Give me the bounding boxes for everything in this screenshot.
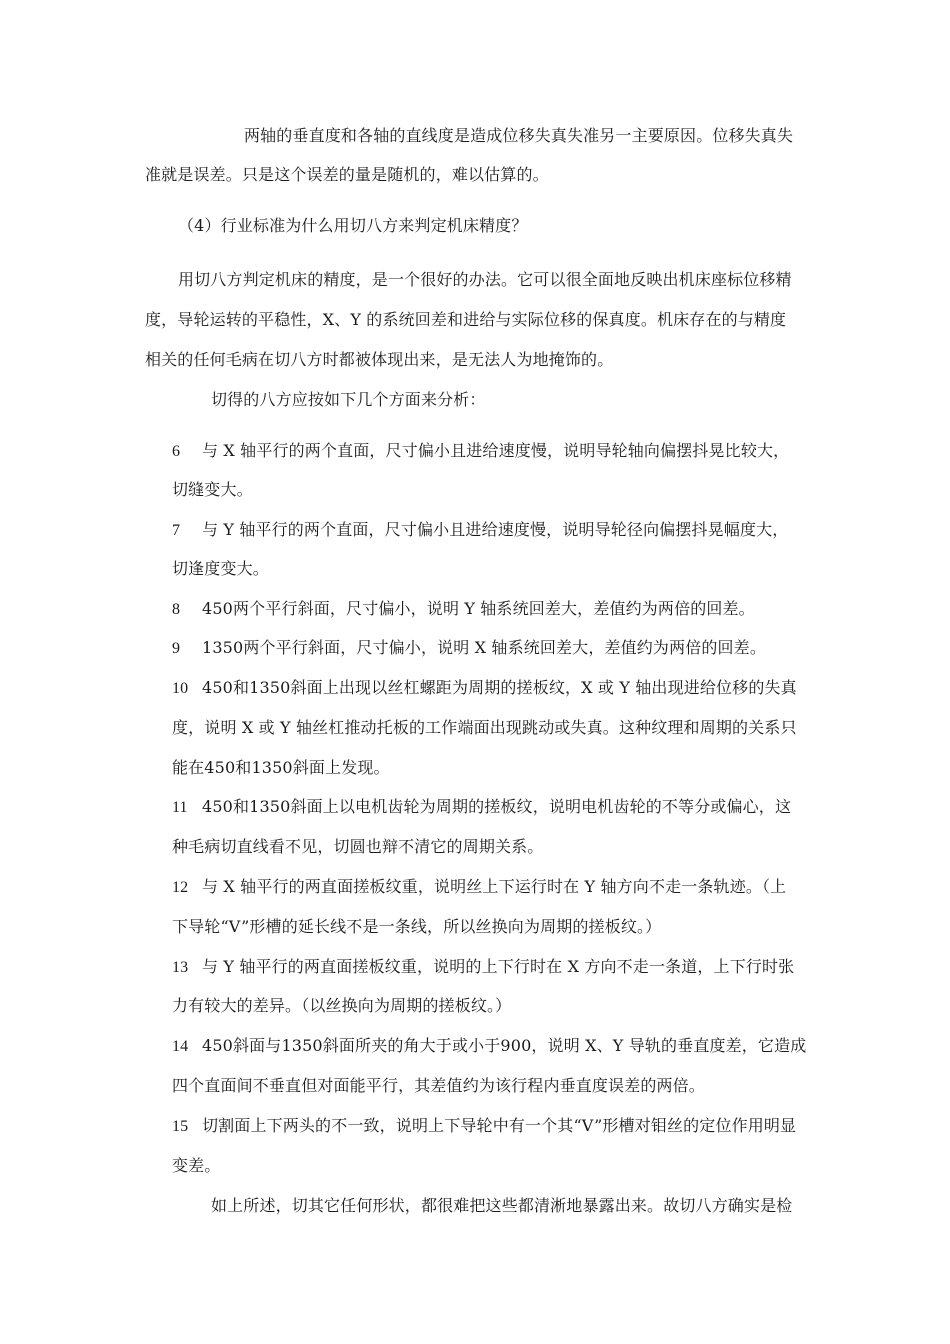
section-heading: （4）行业标准为什么用切八方来判定机床精度？ xyxy=(178,216,528,235)
item-number: 8 xyxy=(172,601,181,618)
item-continuation: 四个直面间不垂直但对面能平行，其差值约为该行程内垂直度误差的两倍。 xyxy=(172,1076,705,1095)
item-text: 450和1350斜面上出现以丝杠螺距为周期的搓板纹，X 或 Y 轴出现进给位移的失真 xyxy=(202,678,797,697)
paragraph-line: 相关的任何毛病在切八方时都被体现出来，是无法人为地掩饰的。 xyxy=(145,350,614,369)
list-item xyxy=(172,1036,806,1057)
item-number: 13 xyxy=(172,959,189,976)
item-text: 450和1350斜面上以电机齿轮为周期的搓板纹，说明电机齿轮的不等分或偏心，这 xyxy=(202,797,792,816)
item-continuation: 变差。 xyxy=(172,1156,221,1175)
list-item xyxy=(172,599,755,620)
item-number: 15 xyxy=(172,1118,189,1135)
item-number: 9 xyxy=(172,640,181,657)
list-item xyxy=(172,520,788,541)
item-continuation: 度，说明 X 或 Y 轴丝杠推动托板的工作端面出现跳动或失真。这种纹理和周期的关系只 xyxy=(172,718,797,737)
item-continuation: 切缝变大。 xyxy=(172,480,253,499)
item-text: 与 X 轴平行的两直面搓板纹重，说明丝上下运行时在 Y 轴方向不走一条轨迹。（上 xyxy=(202,877,787,896)
item-text: 1350两个平行斜面，尺寸偏小，说明 X 轴系统回差大，差值约为两倍的回差。 xyxy=(202,638,766,657)
item-text: 切割面上下两头的不一致，说明上下导轮中有一个其“V”形槽对钼丝的定位作用明显 xyxy=(202,1116,797,1135)
item-continuation: 种毛病切直线看不见，切圆也辩不清它的周期关系。 xyxy=(172,837,544,856)
item-continuation: 下导轮“V”形槽的延长线不是一条线，所以丝换向为周期的搓板纹。） xyxy=(172,917,662,936)
item-text: 与 X 轴平行的两个直面，尺寸偏小且进给速度慢，说明导轮轴向偏摆抖晃比较大， xyxy=(202,441,790,460)
item-continuation: 切逢度变大。 xyxy=(172,559,269,578)
list-item xyxy=(172,957,794,978)
list-item xyxy=(172,678,797,699)
item-continuation: 能在450和1350斜面上发现。 xyxy=(172,758,390,777)
list-item xyxy=(172,877,786,898)
item-number: 12 xyxy=(172,879,189,896)
list-item xyxy=(172,441,789,462)
item-text: 450斜面与1350斜面所夹的角大于或小于900，说明 X、Y 导轨的垂直度差，它造成 xyxy=(202,1036,807,1055)
intro-line: 切得的八方应按如下几个方面来分析： xyxy=(211,390,486,409)
item-number: 14 xyxy=(172,1038,189,1055)
item-continuation: 力有较大的差异。（以丝换向为周期的搓板纹。） xyxy=(172,996,512,1015)
list-item xyxy=(172,797,791,818)
paragraph-line: 度，导轮运转的平稳性，X、Y 的系统回差和进给与实际位移的保真度。机床存在的与精度 xyxy=(145,310,787,329)
paragraph-line: 如上所述，切其它任何形状，都很难把这些都清淅地暴露出来。故切八方确实是检 xyxy=(211,1196,793,1215)
list-item xyxy=(172,638,766,659)
item-number: 10 xyxy=(172,680,189,697)
item-number: 7 xyxy=(172,522,181,539)
item-text: 与 Y 轴平行的两直面搓板纹重，说明的上下行时在 X 方向不走一条道，上下行时张 xyxy=(202,957,795,976)
paragraph-line: 两轴的垂直度和各轴的直线度是造成位移失真失准另一主要原因。位移失真失 xyxy=(244,126,794,145)
paragraph-line: 准就是误差。只是这个误差的量是随机的，难以估算的。 xyxy=(145,165,549,184)
paragraph-line: 用切八方判定机床的精度，是一个很好的办法。它可以很全面地反映出机床座标位移精 xyxy=(178,270,792,289)
list-item xyxy=(172,1116,796,1137)
item-text: 与 Y 轴平行的两个直面，尺寸偏小且进给速度慢，说明导轮径向偏摆抖晃幅度大， xyxy=(202,520,789,539)
item-number: 6 xyxy=(172,443,181,460)
item-text: 450两个平行斜面，尺寸偏小，说明 Y 轴系统回差大，差值约为两倍的回差。 xyxy=(202,599,755,618)
item-number: 11 xyxy=(172,799,188,816)
